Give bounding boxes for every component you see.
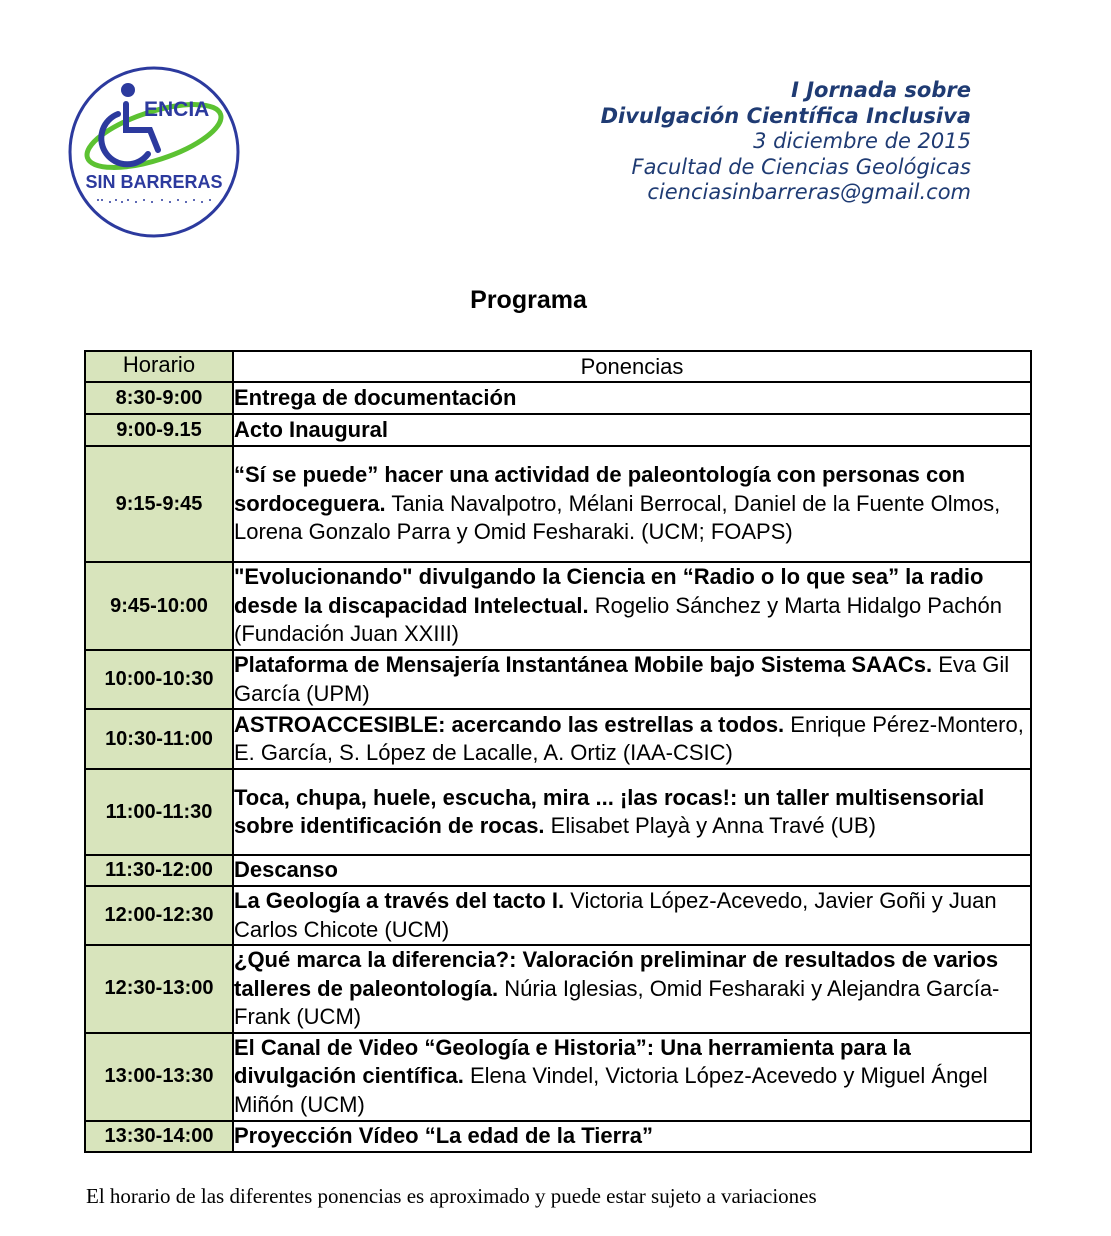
talk-title: ¿Qué marca la diferencia?: Valoración preliminar de resultados de varios talleres de paleontología. (234, 947, 999, 1001)
row-time: 11:30-12:00 (85, 855, 233, 886)
table-row (85, 446, 1031, 562)
talk-authors: Victoria López-Acevedo, Javier Goñi y Juan Carlos Chicote (UCM) (234, 888, 997, 942)
talk-authors: Rogelio Sánchez y Marta Hidalgo Pachón (Fundación Juan XXIII) (234, 592, 1002, 647)
table-row (85, 650, 1031, 709)
row-time: 12:30-13:00 (85, 945, 233, 1033)
table-row (85, 1121, 1031, 1152)
talk-title: El Canal de Video “Geología e Historia”: Una herramienta para la divulgación científica. (234, 1034, 911, 1089)
row-time: 9:15-9:45 (85, 446, 233, 562)
row-talk (233, 1121, 1031, 1152)
talk-authors: Elisabet Playà y Anna Travé (UB) (544, 813, 876, 838)
row-time: 9:45-10:00 (85, 562, 233, 650)
row-time: 12:00-12:30 (85, 886, 233, 945)
table-row (85, 886, 1031, 945)
talk-authors: Tania Navalpotro, Mélani Berrocal, Daniel de la Fuente Olmos, Lorena Gonzalo Parra y Omid Fesharaki. (UCM; FOAPS) (234, 490, 1001, 545)
event-date: 3 diciembre de 2015 (753, 129, 971, 153)
talk-title: Proyección Vídeo “La edad de la Tierra” (234, 1122, 653, 1148)
table-row (85, 855, 1031, 886)
ciencia-sin-barreras-logo (66, 64, 242, 240)
talk-title: “Sí se puede” hacer una actividad de paleontología con personas con sordoceguera. (234, 462, 966, 516)
row-talk (233, 1033, 1031, 1121)
column-header-talks: Ponencias (233, 351, 1031, 382)
column-header-time: Horario (85, 351, 233, 382)
logo-text-top: ENCIA (144, 98, 210, 121)
row-talk (233, 414, 1031, 446)
table-row (85, 1033, 1031, 1121)
event-email: cienciasinbarreras@gmail.com (647, 180, 971, 204)
event-title-line2: Divulgación Científica Inclusiva (600, 103, 971, 128)
row-time: 11:00-11:30 (85, 769, 233, 855)
row-talk (233, 446, 1031, 562)
row-talk (233, 382, 1031, 414)
table-row (85, 945, 1031, 1033)
talk-title: Descanso (234, 857, 338, 883)
row-time: 8:30-9:00 (85, 382, 233, 414)
logo-text-bottom: SIN BARRERAS (85, 172, 223, 192)
row-time: 10:00-10:30 (85, 650, 233, 709)
talk-title: ASTROACCESIBLE: acercando las estrellas a todos. (234, 711, 785, 737)
talk-authors: Núria Iglesias, Omid Fesharaki y Alejandra García-Frank (UCM) (234, 975, 1000, 1029)
talk-authors: Elena Vindel, Victoria López-Acevedo y Miguel Ángel Miñón (UCM) (234, 1063, 988, 1117)
row-talk (233, 886, 1031, 945)
logo-ring (70, 68, 238, 236)
talk-title: Toca, chupa, huele, escucha, mira ... ¡las rocas!: un taller multisensorial sobre identificación de rocas. (234, 784, 985, 838)
table-row (85, 709, 1031, 769)
event-venue: Facultad de Ciencias Geológicas (631, 154, 971, 179)
row-time: 10:30-11:00 (85, 709, 233, 769)
talk-title: La Geología a través del tacto I. (234, 888, 565, 913)
row-talk (233, 562, 1031, 650)
row-talk (233, 855, 1031, 886)
footnote: El horario de las diferentes ponencias es aproximado y puede estar sujeto a variaciones (86, 1184, 817, 1208)
talk-title: "Evolucionando" divulgando la Ciencia en “Radio o lo que sea” la radio desde la discapacidad Intelectual. (234, 564, 984, 618)
row-talk (233, 769, 1031, 855)
table-row (85, 414, 1031, 446)
talk-title: Acto Inaugural (234, 416, 389, 442)
row-time: 13:00-13:30 (85, 1033, 233, 1121)
row-time: 9:00-9.15 (85, 414, 233, 446)
table-row (85, 382, 1031, 414)
talk-authors: Enrique Pérez-Montero, E. García, S. López de Lacalle, A. Ortiz (IAA-CSIC) (234, 711, 1024, 765)
table-row (85, 562, 1031, 650)
page-title: Programa (470, 286, 587, 314)
program-table (84, 350, 1032, 1153)
event-info (601, 78, 971, 206)
row-talk (233, 709, 1031, 769)
row-talk (233, 650, 1031, 709)
row-talk (233, 945, 1031, 1033)
row-time: 13:30-14:00 (85, 1121, 233, 1152)
talk-authors: Eva Gil García (UPM) (234, 652, 1010, 706)
event-title-line1: I Jornada sobre (791, 78, 971, 102)
table-row (85, 769, 1031, 855)
talk-title: Plataforma de Mensajería Instantánea Mobile bajo Sistema SAACs. (234, 652, 933, 677)
talk-title: Entrega de documentación (234, 384, 517, 410)
table-header-row (85, 351, 1031, 382)
